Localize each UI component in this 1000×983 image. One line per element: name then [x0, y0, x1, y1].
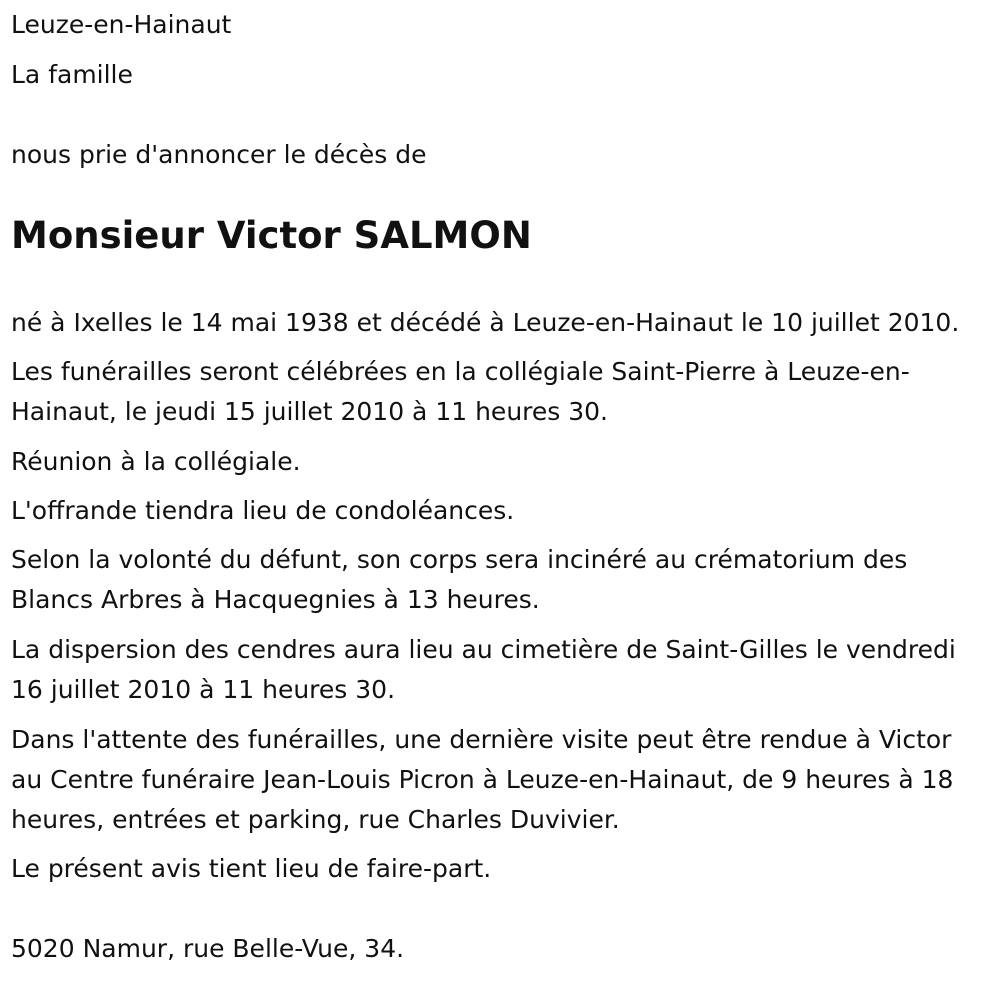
offering-paragraph: L'offrande tiendra lieu de condoléances. [11, 496, 515, 525]
dispersion-paragraph: La dispersion des cendres aura lieu au cimetière de Saint-Gilles le vendredi 16 juillet 2010 à 11 heures 30. [11, 635, 956, 704]
notice-intro: nous prie d'annoncer le décès de [11, 140, 427, 169]
footer-address: 5020 Namur, rue Belle-Vue, 34. [11, 934, 405, 963]
notice-family: La famille [11, 60, 133, 89]
visit-paragraph: Dans l'attente des funérailles, une dernière visite peut être rendue à Victor au Centre funéraire Jean-Louis Picron à Leuze-en-Hainaut, de 9 heures à 18 heures, entrées et parking, rue Charles Duvivier. [11, 725, 954, 834]
notice-paragraph: Le présent avis tient lieu de faire-part. [11, 854, 492, 883]
notice-location: Leuze-en-Hainaut [11, 10, 232, 39]
birth-death-paragraph: né à Ixelles le 14 mai 1938 et décédé à Leuze-en-Hainaut le 10 juillet 2010. [11, 308, 960, 337]
meeting-paragraph: Réunion à la collégiale. [11, 447, 301, 476]
cremation-paragraph: Selon la volonté du défunt, son corps sera incinéré au crématorium des Blancs Arbres à Hacquegnies à 13 heures. [11, 545, 908, 614]
funeral-paragraph: Les funérailles seront célébrées en la collégiale Saint-Pierre à Leuze-en-Hainaut, le jeudi 15 juillet 2010 à 11 heures 30. [11, 357, 910, 426]
deceased-name: Monsieur Victor SALMON [11, 214, 532, 257]
